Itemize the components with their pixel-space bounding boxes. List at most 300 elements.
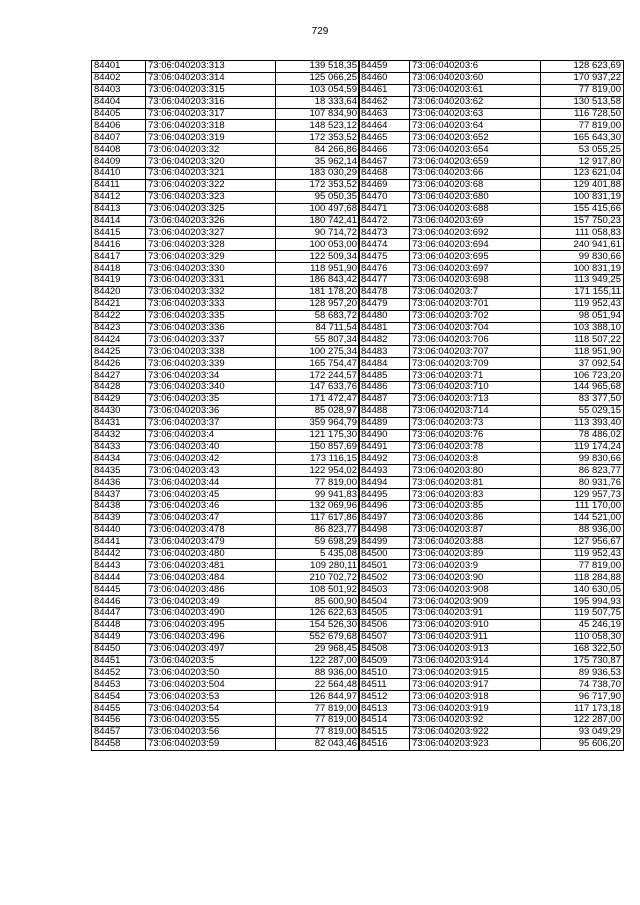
value-cell: 172 244,57 bbox=[276, 370, 360, 382]
table-row bbox=[92, 607, 360, 619]
cadastral-number-cell: 73:06:040203:323 bbox=[146, 191, 276, 203]
value-cell: 125 066,25 bbox=[276, 72, 360, 84]
row-number-cell: 84451 bbox=[92, 655, 146, 667]
row-number-cell: 84469 bbox=[359, 179, 410, 191]
value-cell: 118 951,90 bbox=[541, 346, 624, 358]
value-cell: 129 957,73 bbox=[541, 489, 624, 501]
cadastral-number-cell: 73:06:040203:87 bbox=[410, 524, 541, 536]
row-number-cell: 84416 bbox=[92, 239, 146, 251]
table-row bbox=[359, 168, 624, 180]
cadastral-number-cell: 73:06:040203:68 bbox=[410, 179, 541, 191]
value-cell: 172 353,52 bbox=[276, 179, 360, 191]
value-cell: 77 819,00 bbox=[276, 714, 360, 726]
row-number-cell: 84420 bbox=[92, 286, 146, 298]
row-number-cell: 84504 bbox=[359, 596, 410, 608]
value-cell: 210 702,72 bbox=[276, 572, 360, 584]
table-row bbox=[359, 393, 624, 405]
row-number-cell: 84448 bbox=[92, 619, 146, 631]
row-number-cell: 84456 bbox=[92, 714, 146, 726]
row-number-cell: 84403 bbox=[92, 84, 146, 96]
cadastral-number-cell: 73:06:040203:909 bbox=[410, 596, 541, 608]
row-number-cell: 84440 bbox=[92, 524, 146, 536]
row-number-cell: 84494 bbox=[359, 477, 410, 489]
table-row bbox=[92, 72, 360, 84]
table-row bbox=[92, 275, 360, 287]
table-row bbox=[92, 168, 360, 180]
value-cell: 100 831,19 bbox=[541, 191, 624, 203]
table-row bbox=[92, 548, 360, 560]
cadastral-number-cell: 73:06:040203:919 bbox=[410, 703, 541, 715]
cadastral-number-cell: 73:06:040203:78 bbox=[410, 441, 541, 453]
cadastral-number-cell: 73:06:040203:91 bbox=[410, 607, 541, 619]
table-row bbox=[359, 631, 624, 643]
cadastral-number-cell: 73:06:040203:314 bbox=[146, 72, 276, 84]
table-row bbox=[359, 358, 624, 370]
table-row bbox=[359, 548, 624, 560]
row-number-cell: 84426 bbox=[92, 358, 146, 370]
cadastral-number-cell: 73:06:040203:706 bbox=[410, 334, 541, 346]
cadastral-number-cell: 73:06:040203:47 bbox=[146, 512, 276, 524]
cadastral-number-cell: 73:06:040203:486 bbox=[146, 584, 276, 596]
value-cell: 171 472,47 bbox=[276, 393, 360, 405]
value-cell: 132 069,96 bbox=[276, 500, 360, 512]
value-cell: 240 941,61 bbox=[541, 239, 624, 251]
cadastral-number-cell: 73:06:040203:918 bbox=[410, 691, 541, 703]
row-number-cell: 84460 bbox=[359, 72, 410, 84]
table-row bbox=[359, 132, 624, 144]
row-number-cell: 84443 bbox=[92, 560, 146, 572]
table-row bbox=[359, 251, 624, 263]
cadastral-number-cell: 73:06:040203:9 bbox=[410, 560, 541, 572]
table-row bbox=[92, 596, 360, 608]
registry-table-right-body bbox=[359, 61, 624, 751]
row-number-cell: 84489 bbox=[359, 417, 410, 429]
cadastral-number-cell: 73:06:040203:335 bbox=[146, 310, 276, 322]
table-row bbox=[92, 251, 360, 263]
value-cell: 85 028,97 bbox=[276, 405, 360, 417]
value-cell: 113 949,25 bbox=[541, 275, 624, 287]
cadastral-number-cell: 73:06:040203:55 bbox=[146, 714, 276, 726]
cadastral-number-cell: 73:06:040203:659 bbox=[410, 156, 541, 168]
value-cell: 110 058,30 bbox=[541, 631, 624, 643]
table-row bbox=[92, 489, 360, 501]
value-cell: 118 284,88 bbox=[541, 572, 624, 584]
registry-table-left bbox=[91, 60, 360, 751]
cadastral-number-cell: 73:06:040203:62 bbox=[410, 96, 541, 108]
table-row bbox=[92, 358, 360, 370]
cadastral-number-cell: 73:06:040203:328 bbox=[146, 239, 276, 251]
table-row bbox=[92, 84, 360, 96]
table-row bbox=[359, 286, 624, 298]
cadastral-number-cell: 73:06:040203:910 bbox=[410, 619, 541, 631]
table-row bbox=[92, 61, 360, 73]
row-number-cell: 84487 bbox=[359, 393, 410, 405]
cadastral-number-cell: 73:06:040203:680 bbox=[410, 191, 541, 203]
value-cell: 100 275,34 bbox=[276, 346, 360, 358]
table-row bbox=[359, 607, 624, 619]
row-number-cell: 84419 bbox=[92, 275, 146, 287]
cadastral-number-cell: 73:06:040203:330 bbox=[146, 263, 276, 275]
cadastral-number-cell: 73:06:040203:707 bbox=[410, 346, 541, 358]
cadastral-number-cell: 73:06:040203:64 bbox=[410, 120, 541, 132]
value-cell: 144 965,68 bbox=[541, 382, 624, 394]
table-row bbox=[359, 84, 624, 96]
row-number-cell: 84447 bbox=[92, 607, 146, 619]
row-number-cell: 84430 bbox=[92, 405, 146, 417]
value-cell: 77 819,00 bbox=[276, 477, 360, 489]
row-number-cell: 84424 bbox=[92, 334, 146, 346]
row-number-cell: 84497 bbox=[359, 512, 410, 524]
cadastral-number-cell: 73:06:040203:908 bbox=[410, 584, 541, 596]
value-cell: 180 742,41 bbox=[276, 215, 360, 227]
cadastral-number-cell: 73:06:040203:5 bbox=[146, 655, 276, 667]
row-number-cell: 84511 bbox=[359, 679, 410, 691]
table-row bbox=[359, 96, 624, 108]
row-number-cell: 84466 bbox=[359, 144, 410, 156]
value-cell: 552 679,68 bbox=[276, 631, 360, 643]
table-row bbox=[92, 572, 360, 584]
table-row bbox=[92, 298, 360, 310]
table-row bbox=[92, 655, 360, 667]
cadastral-number-cell: 73:06:040203:326 bbox=[146, 215, 276, 227]
table-row bbox=[92, 643, 360, 655]
row-number-cell: 84410 bbox=[92, 168, 146, 180]
registry-table-right bbox=[358, 60, 624, 751]
row-number-cell: 84425 bbox=[92, 346, 146, 358]
table-row bbox=[359, 477, 624, 489]
row-number-cell: 84462 bbox=[359, 96, 410, 108]
table-row bbox=[92, 120, 360, 132]
cadastral-number-cell: 73:06:040203:490 bbox=[146, 607, 276, 619]
table-row bbox=[359, 72, 624, 84]
value-cell: 103 388,10 bbox=[541, 322, 624, 334]
table-row bbox=[359, 560, 624, 572]
cadastral-number-cell: 73:06:040203:45 bbox=[146, 489, 276, 501]
value-cell: 122 287,00 bbox=[541, 714, 624, 726]
cadastral-number-cell: 73:06:040203:710 bbox=[410, 382, 541, 394]
value-cell: 130 513,58 bbox=[541, 96, 624, 108]
table-row bbox=[359, 489, 624, 501]
row-number-cell: 84475 bbox=[359, 251, 410, 263]
row-number-cell: 84514 bbox=[359, 714, 410, 726]
value-cell: 129 401,88 bbox=[541, 179, 624, 191]
value-cell: 154 526,30 bbox=[276, 619, 360, 631]
cadastral-number-cell: 73:06:040203:697 bbox=[410, 263, 541, 275]
table-row bbox=[92, 382, 360, 394]
table-row bbox=[92, 132, 360, 144]
row-number-cell: 84454 bbox=[92, 691, 146, 703]
table-row bbox=[359, 738, 624, 750]
cadastral-number-cell: 73:06:040203:63 bbox=[410, 108, 541, 120]
cadastral-number-cell: 73:06:040203:701 bbox=[410, 298, 541, 310]
value-cell: 53 055,25 bbox=[541, 144, 624, 156]
table-row bbox=[359, 667, 624, 679]
row-number-cell: 84437 bbox=[92, 489, 146, 501]
table-row bbox=[359, 156, 624, 168]
value-cell: 77 819,00 bbox=[541, 120, 624, 132]
table-row bbox=[92, 263, 360, 275]
table-row bbox=[92, 108, 360, 120]
row-number-cell: 84417 bbox=[92, 251, 146, 263]
cadastral-number-cell: 73:06:040203:76 bbox=[410, 429, 541, 441]
table-row bbox=[359, 524, 624, 536]
row-number-cell: 84411 bbox=[92, 179, 146, 191]
row-number-cell: 84408 bbox=[92, 144, 146, 156]
row-number-cell: 84472 bbox=[359, 215, 410, 227]
cadastral-number-cell: 73:06:040203:69 bbox=[410, 215, 541, 227]
row-number-cell: 84412 bbox=[92, 191, 146, 203]
table-row bbox=[359, 370, 624, 382]
table-row bbox=[359, 382, 624, 394]
cadastral-number-cell: 73:06:040203:36 bbox=[146, 405, 276, 417]
table-row bbox=[359, 263, 624, 275]
value-cell: 90 714,72 bbox=[276, 227, 360, 239]
row-number-cell: 84468 bbox=[359, 168, 410, 180]
table-row bbox=[92, 227, 360, 239]
value-cell: 150 857,69 bbox=[276, 441, 360, 453]
cadastral-number-cell: 73:06:040203:60 bbox=[410, 72, 541, 84]
cadastral-number-cell: 73:06:040203:694 bbox=[410, 239, 541, 251]
table-row bbox=[92, 738, 360, 750]
value-cell: 100 497,68 bbox=[276, 203, 360, 215]
row-number-cell: 84496 bbox=[359, 500, 410, 512]
value-cell: 144 521,00 bbox=[541, 512, 624, 524]
cadastral-number-cell: 73:06:040203:317 bbox=[146, 108, 276, 120]
table-row bbox=[359, 441, 624, 453]
cadastral-number-cell: 73:06:040203:54 bbox=[146, 703, 276, 715]
value-cell: 168 322,50 bbox=[541, 643, 624, 655]
table-row bbox=[359, 679, 624, 691]
row-number-cell: 84509 bbox=[359, 655, 410, 667]
table-row bbox=[92, 703, 360, 715]
cadastral-number-cell: 73:06:040203:479 bbox=[146, 536, 276, 548]
value-cell: 118 507,22 bbox=[541, 334, 624, 346]
table-row bbox=[92, 405, 360, 417]
table-row bbox=[359, 691, 624, 703]
table-row bbox=[92, 453, 360, 465]
value-cell: 84 266,86 bbox=[276, 144, 360, 156]
value-cell: 111 170,00 bbox=[541, 500, 624, 512]
cadastral-number-cell: 73:06:040203:917 bbox=[410, 679, 541, 691]
value-cell: 35 962,14 bbox=[276, 156, 360, 168]
value-cell: 109 280,11 bbox=[276, 560, 360, 572]
value-cell: 117 173,18 bbox=[541, 703, 624, 715]
value-cell: 108 501,92 bbox=[276, 584, 360, 596]
table-row bbox=[359, 714, 624, 726]
cadastral-number-cell: 73:06:040203:480 bbox=[146, 548, 276, 560]
value-cell: 113 393,40 bbox=[541, 417, 624, 429]
row-number-cell: 84499 bbox=[359, 536, 410, 548]
cadastral-number-cell: 73:06:040203:320 bbox=[146, 156, 276, 168]
value-cell: 77 819,00 bbox=[276, 703, 360, 715]
row-number-cell: 84513 bbox=[359, 703, 410, 715]
table-row bbox=[359, 655, 624, 667]
table-row bbox=[359, 417, 624, 429]
value-cell: 12 917,80 bbox=[541, 156, 624, 168]
value-cell: 116 728,50 bbox=[541, 108, 624, 120]
cadastral-number-cell: 73:06:040203:313 bbox=[146, 61, 276, 73]
row-number-cell: 84502 bbox=[359, 572, 410, 584]
value-cell: 165 643,30 bbox=[541, 132, 624, 144]
value-cell: 103 054,59 bbox=[276, 84, 360, 96]
table-row bbox=[359, 726, 624, 738]
cadastral-number-cell: 73:06:040203:340 bbox=[146, 382, 276, 394]
row-number-cell: 84431 bbox=[92, 417, 146, 429]
table-row bbox=[92, 441, 360, 453]
value-cell: 93 049,29 bbox=[541, 726, 624, 738]
table-row bbox=[359, 572, 624, 584]
value-cell: 74 738,70 bbox=[541, 679, 624, 691]
table-row bbox=[92, 239, 360, 251]
row-number-cell: 84459 bbox=[359, 61, 410, 73]
row-number-cell: 84495 bbox=[359, 489, 410, 501]
value-cell: 107 834,90 bbox=[276, 108, 360, 120]
cadastral-number-cell: 73:06:040203:911 bbox=[410, 631, 541, 643]
cadastral-number-cell: 73:06:040203:73 bbox=[410, 417, 541, 429]
cadastral-number-cell: 73:06:040203:329 bbox=[146, 251, 276, 263]
row-number-cell: 84505 bbox=[359, 607, 410, 619]
table-row bbox=[92, 96, 360, 108]
table-row bbox=[359, 191, 624, 203]
value-cell: 140 630,05 bbox=[541, 584, 624, 596]
row-number-cell: 84433 bbox=[92, 441, 146, 453]
table-row bbox=[359, 596, 624, 608]
cadastral-number-cell: 73:06:040203:714 bbox=[410, 405, 541, 417]
cadastral-number-cell: 73:06:040203:35 bbox=[146, 393, 276, 405]
value-cell: 89 936,53 bbox=[541, 667, 624, 679]
row-number-cell: 84432 bbox=[92, 429, 146, 441]
value-cell: 98 051,94 bbox=[541, 310, 624, 322]
row-number-cell: 84506 bbox=[359, 619, 410, 631]
row-number-cell: 84482 bbox=[359, 334, 410, 346]
value-cell: 119 174,24 bbox=[541, 441, 624, 453]
row-number-cell: 84402 bbox=[92, 72, 146, 84]
value-cell: 85 600,90 bbox=[276, 596, 360, 608]
value-cell: 126 622,63 bbox=[276, 607, 360, 619]
cadastral-number-cell: 73:06:040203:481 bbox=[146, 560, 276, 572]
cadastral-number-cell: 73:06:040203:321 bbox=[146, 168, 276, 180]
table-row bbox=[359, 584, 624, 596]
table-row bbox=[92, 191, 360, 203]
table-row bbox=[92, 334, 360, 346]
value-cell: 155 415,66 bbox=[541, 203, 624, 215]
row-number-cell: 84452 bbox=[92, 667, 146, 679]
value-cell: 157 750,23 bbox=[541, 215, 624, 227]
row-number-cell: 84453 bbox=[92, 679, 146, 691]
value-cell: 78 486,02 bbox=[541, 429, 624, 441]
table-row bbox=[359, 239, 624, 251]
value-cell: 127 956,67 bbox=[541, 536, 624, 548]
row-number-cell: 84503 bbox=[359, 584, 410, 596]
value-cell: 183 030,29 bbox=[276, 168, 360, 180]
row-number-cell: 84476 bbox=[359, 263, 410, 275]
cadastral-number-cell: 73:06:040203:50 bbox=[146, 667, 276, 679]
value-cell: 55 029,15 bbox=[541, 405, 624, 417]
row-number-cell: 84478 bbox=[359, 286, 410, 298]
value-cell: 147 633,76 bbox=[276, 382, 360, 394]
value-cell: 77 819,00 bbox=[541, 560, 624, 572]
row-number-cell: 84483 bbox=[359, 346, 410, 358]
cadastral-number-cell: 73:06:040203:322 bbox=[146, 179, 276, 191]
row-number-cell: 84413 bbox=[92, 203, 146, 215]
row-number-cell: 84428 bbox=[92, 382, 146, 394]
row-number-cell: 84449 bbox=[92, 631, 146, 643]
value-cell: 119 507,75 bbox=[541, 607, 624, 619]
row-number-cell: 84515 bbox=[359, 726, 410, 738]
value-cell: 45 246,19 bbox=[541, 619, 624, 631]
row-number-cell: 84418 bbox=[92, 263, 146, 275]
row-number-cell: 84457 bbox=[92, 726, 146, 738]
value-cell: 118 951,90 bbox=[276, 263, 360, 275]
row-number-cell: 84488 bbox=[359, 405, 410, 417]
cadastral-number-cell: 73:06:040203:44 bbox=[146, 477, 276, 489]
value-cell: 84 711,54 bbox=[276, 322, 360, 334]
value-cell: 99 830,66 bbox=[541, 251, 624, 263]
value-cell: 37 092,54 bbox=[541, 358, 624, 370]
value-cell: 121 175,30 bbox=[276, 429, 360, 441]
cadastral-number-cell: 73:06:040203:90 bbox=[410, 572, 541, 584]
cadastral-number-cell: 73:06:040203:40 bbox=[146, 441, 276, 453]
value-cell: 122 509,34 bbox=[276, 251, 360, 263]
row-number-cell: 84421 bbox=[92, 298, 146, 310]
cadastral-number-cell: 73:06:040203:332 bbox=[146, 286, 276, 298]
table-row bbox=[359, 215, 624, 227]
table-row bbox=[92, 726, 360, 738]
row-number-cell: 84508 bbox=[359, 643, 410, 655]
value-cell: 119 952,43 bbox=[541, 298, 624, 310]
table-row bbox=[92, 691, 360, 703]
table-row bbox=[92, 714, 360, 726]
value-cell: 186 843,42 bbox=[276, 275, 360, 287]
row-number-cell: 84438 bbox=[92, 500, 146, 512]
value-cell: 122 287,00 bbox=[276, 655, 360, 667]
cadastral-number-cell: 73:06:040203:316 bbox=[146, 96, 276, 108]
cadastral-number-cell: 73:06:040203:53 bbox=[146, 691, 276, 703]
table-row bbox=[92, 560, 360, 572]
cadastral-number-cell: 73:06:040203:46 bbox=[146, 500, 276, 512]
cadastral-number-cell: 73:06:040203:59 bbox=[146, 738, 276, 750]
registry-table-left-body bbox=[92, 61, 360, 751]
row-number-cell: 84429 bbox=[92, 393, 146, 405]
value-cell: 5 435,08 bbox=[276, 548, 360, 560]
cadastral-number-cell: 73:06:040203:315 bbox=[146, 84, 276, 96]
table-row bbox=[92, 679, 360, 691]
row-number-cell: 84422 bbox=[92, 310, 146, 322]
table-row bbox=[359, 703, 624, 715]
value-cell: 29 968,45 bbox=[276, 643, 360, 655]
cadastral-number-cell: 73:06:040203:32 bbox=[146, 144, 276, 156]
cadastral-number-cell: 73:06:040203:83 bbox=[410, 489, 541, 501]
table-row bbox=[359, 536, 624, 548]
value-cell: 88 936,00 bbox=[541, 524, 624, 536]
cadastral-number-cell: 73:06:040203:922 bbox=[410, 726, 541, 738]
value-cell: 119 952,43 bbox=[541, 548, 624, 560]
value-cell: 100 053,00 bbox=[276, 239, 360, 251]
value-cell: 117 617,86 bbox=[276, 512, 360, 524]
value-cell: 126 844,97 bbox=[276, 691, 360, 703]
row-number-cell: 84471 bbox=[359, 203, 410, 215]
cadastral-number-cell: 73:06:040203:327 bbox=[146, 227, 276, 239]
table-row bbox=[92, 477, 360, 489]
table-row bbox=[359, 108, 624, 120]
row-number-cell: 84434 bbox=[92, 453, 146, 465]
row-number-cell: 84406 bbox=[92, 120, 146, 132]
table-row bbox=[359, 453, 624, 465]
cadastral-number-cell: 73:06:040203:713 bbox=[410, 393, 541, 405]
cadastral-number-cell: 73:06:040203:915 bbox=[410, 667, 541, 679]
cadastral-number-cell: 73:06:040203:331 bbox=[146, 275, 276, 287]
value-cell: 80 931,76 bbox=[541, 477, 624, 489]
